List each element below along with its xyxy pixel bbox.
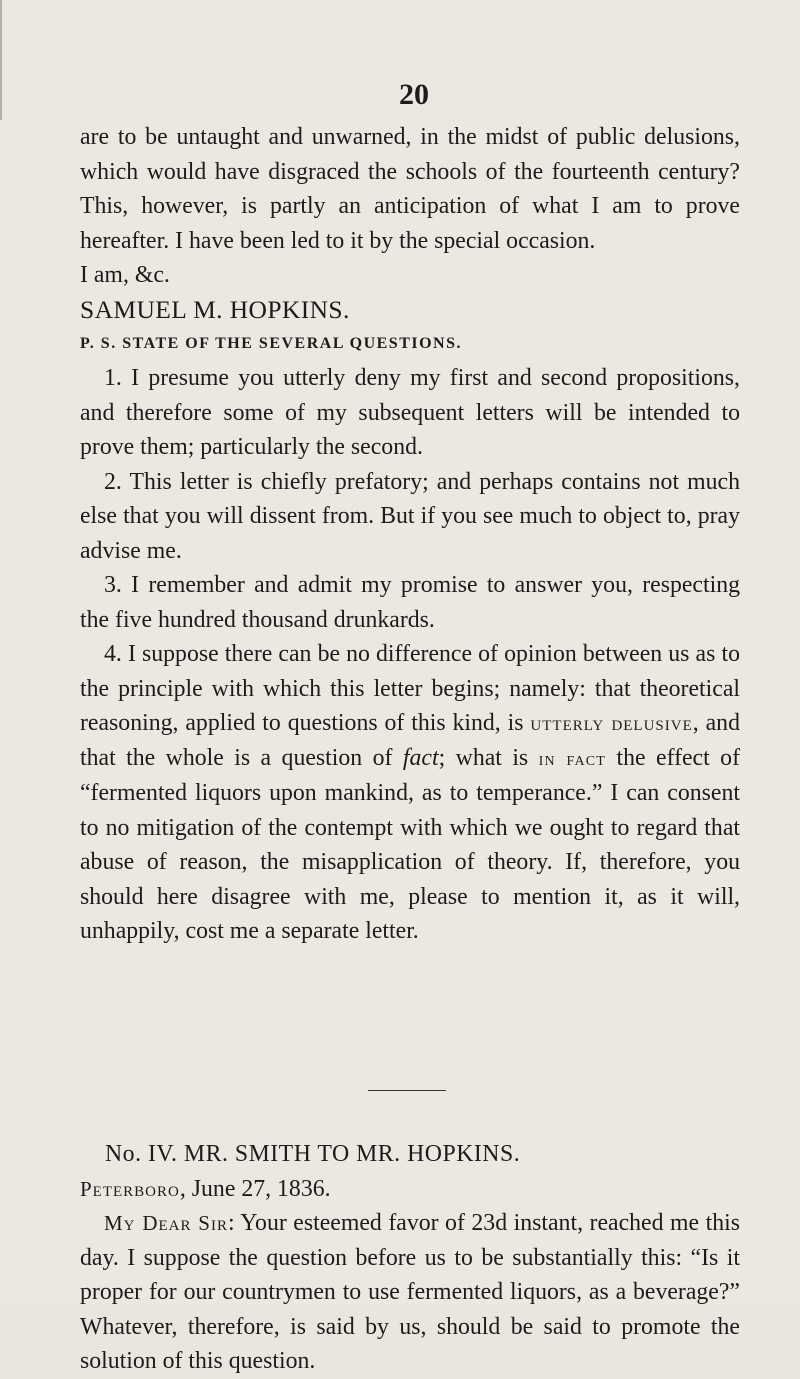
ps-heading: P. S. STATE OF THE SEVERAL QUESTIONS. — [80, 335, 462, 352]
text-block-lower — [80, 1137, 740, 1379]
point-4-text-d: the effect of “fermented liquors upon mankind, as to temperance.” I can consent to no mitigation of the contempt with which we ought to regard that abuse of reason, the misapplication of theory. If, therefore, you should here disagree with me, please to mention it, as it will, unhappily, cost me a separate letter. — [80, 744, 740, 944]
point-4-text-c: ; what is — [438, 744, 539, 771]
dateline-place: Peterboro — [80, 1176, 180, 1201]
point-4 — [80, 637, 740, 949]
dateline — [80, 1172, 740, 1207]
point-4-emphasis-utterly-delusive: utterly delusive — [530, 711, 693, 735]
dateline-date: , June 27, 1836. — [179, 1175, 331, 1202]
text-block-upper — [80, 120, 740, 949]
signature: SAMUEL M. HOPKINS. — [80, 294, 350, 324]
point-4-text-b: , and that the whole is a question of — [80, 710, 740, 771]
point-1: 1. I presume you utterly deny my first and second propositions, and therefore some of my subsequent letters will be intended to prove them; particularly the second. — [80, 365, 740, 460]
closing-line: I am, &c. — [80, 262, 170, 288]
point-4-emphasis-in-fact: in fact — [538, 747, 607, 770]
point-4-emphasis-fact: fact — [402, 744, 439, 771]
section-divider — [368, 1090, 446, 1091]
point-3: 3. I remember and admit my promise to answer you, respecting the five hundred thousand drunkards. — [80, 572, 740, 633]
letter-body — [80, 1206, 740, 1379]
point-4-text-a: 4. I suppose there can be no difference of opinion between us as to the principle with which this letter begins; namely: that theoretical reasoning, applied to questions of this kind, is — [80, 641, 740, 736]
page-number: 20 — [399, 78, 429, 111]
opening-paragraph: are to be untaught and unwarned, in the midst of public delusions, which would have disgraced the schools of the fourteenth century? This, however, is partly an anticipation of what I am to prove hereafter. I have been led to it by the special occasion. — [80, 124, 740, 254]
letter-heading: No. IV. MR. SMITH TO MR. HOPKINS. — [105, 1141, 521, 1167]
letter-body-text: : Your esteemed favor of 23d instant, reached me this day. I suppose the question before us to be substantially this: “Is it proper for our countrymen to use fermented liquors, as a beverage?” Whatever, therefore, is said by us, should be said to promote the solution of this question. — [80, 1210, 740, 1374]
point-2: 2. This letter is chiefly prefatory; and perhaps contains not much else that you will dissent from. But if you see much to object to, pray advise me. — [80, 468, 740, 564]
salutation: My Dear Sir — [104, 1211, 228, 1235]
